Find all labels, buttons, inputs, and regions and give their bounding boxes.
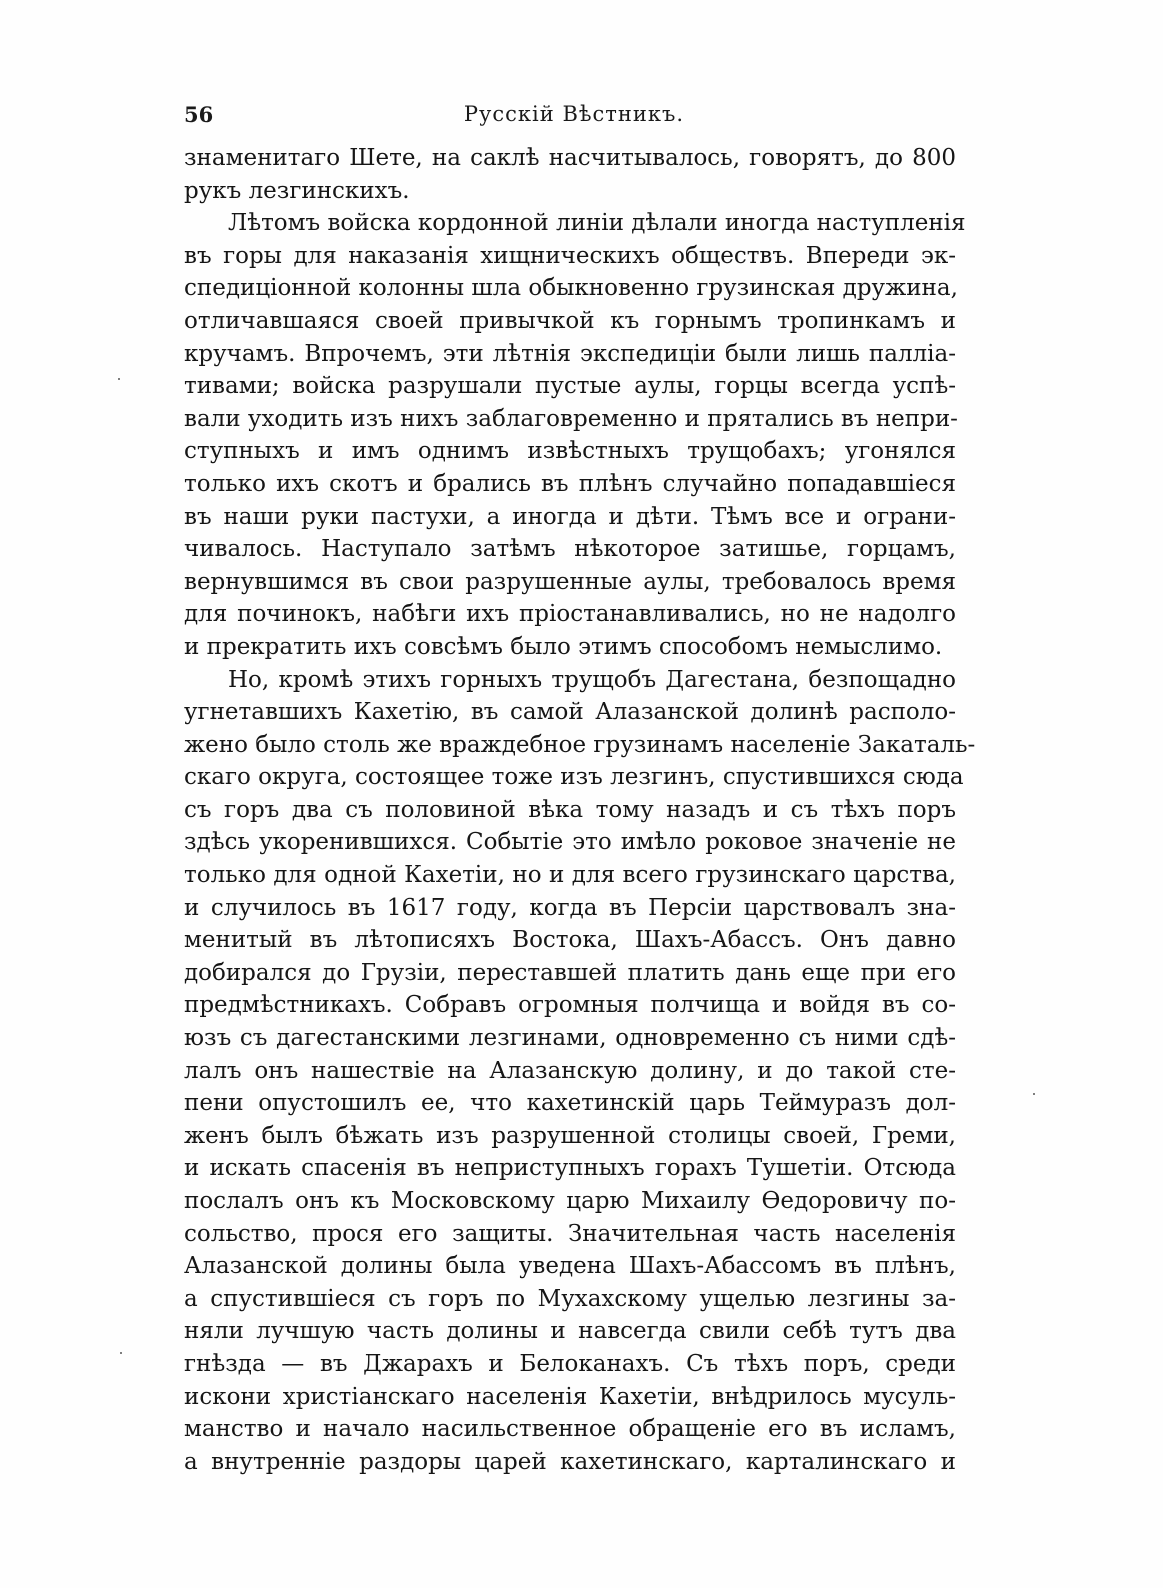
text-line: скаго округа, состоящее тоже изъ лезгинъ, спустившихся сюда [184, 764, 964, 791]
paragraph [184, 207, 966, 663]
text-line: ступныхъ и имъ однимъ извѣстныхъ трущобахъ; угонялся [184, 438, 956, 465]
text-line: кручамъ. Впрочемъ, эти лѣтнія экспедиціи были лишь палліа- [184, 340, 956, 367]
scan-speck [120, 1352, 122, 1354]
text-line: и прекратить ихъ совсѣмъ было этимъ способомъ немыслимо. [184, 633, 943, 660]
text-line: отличавшаяся своей привычкой къ горнымъ тропинкамъ и [184, 307, 956, 334]
text-line: Но, кромѣ этихъ горныхъ трущобъ Дагестана, безпощадно [228, 666, 956, 693]
page-number: 56 [184, 102, 214, 127]
text-line: чивалось. Наступало затѣмъ нѣкоторое затишье, горцамъ, [184, 536, 956, 563]
body-text [184, 142, 976, 1478]
text-line: вернувшимся въ свои разрушенные аулы, требовалось время [184, 568, 956, 595]
text-line: вали уходить изъ нихъ заблаговременно и прятались въ непри- [184, 405, 958, 432]
text-line: знаменитаго Шете, на саклѣ насчитывалось, говорятъ, до 800 [184, 145, 956, 171]
text-line: послалъ онъ къ Московскому царю Михаилу Ѳедоровичу по- [184, 1188, 956, 1214]
text-line: Алазанской долины была уведена Шахъ-Абассомъ въ плѣнъ, [184, 1253, 956, 1280]
text-line: пени опустошилъ ее, что кахетинскій царь Теймуразъ дол- [184, 1090, 956, 1117]
text-line: жено было столь же враждебное грузинамъ населеніе Закаталь- [184, 731, 976, 758]
text-line: няли лучшую часть долины и навсегда свили себѣ тутъ два [184, 1318, 956, 1345]
text-line: лалъ онъ нашествіе на Алазанскую долину, и до такой сте- [184, 1057, 956, 1084]
text-line: женъ былъ бѣжать изъ разрушенной столицы своей, Греми, [184, 1122, 956, 1149]
text-line: въ наши руки пастухи, а иногда и дѣти. Тѣмъ все и ограни- [184, 503, 956, 530]
text-line: спедиціонной колонны шла обыкновенно грузинская дружина, [184, 275, 958, 302]
page-header [184, 92, 964, 132]
text-line: съ горъ два съ половиной вѣка тому назадъ и съ тѣхъ поръ [184, 796, 956, 823]
running-title: Русскій Вѣстникъ. [463, 102, 685, 126]
text-line: для починокъ, набѣги ихъ пріостанавливались, но не надолго [184, 601, 956, 628]
text-line: тивами; войска разрушали пустые аулы, горцы всегда успѣ- [184, 373, 956, 400]
paragraph [184, 664, 976, 1479]
text-line: въ горы для наказанія хищническихъ обществъ. Впереди эк- [184, 242, 956, 269]
text-line: предмѣстникахъ. Собравъ огромныя полчища и войдя въ со- [184, 992, 956, 1019]
text-line: менитый въ лѣтописяхъ Востока, Шахъ-Абассъ. Онъ давно [184, 927, 956, 954]
scan-speck [1033, 1093, 1035, 1095]
text-line: только ихъ скотъ и брались въ плѣнъ случайно попадавшіеся [184, 470, 956, 497]
text-line: добирался до Грузіи, переставшей платить дань еще при его [184, 959, 956, 986]
scan-speck [118, 378, 120, 380]
text-line: и случилось въ 1617 году, когда въ Персіи царствовалъ зна- [184, 894, 956, 921]
text-line: только для одной Кахетіи, но и для всего грузинскаго царства, [184, 862, 956, 889]
paragraph [184, 142, 956, 207]
text-line: гнѣзда — въ Джарахъ и Белоканахъ. Съ тѣхъ поръ, среди [184, 1350, 956, 1377]
text-line: здѣсь укоренившихся. Событіе это имѣло роковое значеніе не [184, 829, 956, 856]
text-line: сольство, прося его защиты. Значительная часть населенія [184, 1220, 956, 1247]
text-line: искони христіанскаго населенія Кахетіи, внѣдрилось мусуль- [184, 1383, 956, 1410]
text-line: юзъ съ дагестанскими лезгинами, одновременно съ ними сдѣ- [184, 1025, 956, 1052]
text-line: Лѣтомъ войска кордонной линіи дѣлали иногда наступленія [228, 210, 966, 237]
text-line: угнетавшихъ Кахетію, въ самой Алазанской долинѣ располо- [184, 699, 956, 726]
text-line: рукъ лезгинскихъ. [184, 177, 410, 204]
text-line: манство и начало насильственное обращеніе его въ исламъ, [184, 1416, 956, 1443]
text-line: и искать спасенія въ неприступныхъ горахъ Тушетіи. Отсюда [184, 1155, 956, 1182]
text-line: а спустившіеся съ горъ по Мухахскому ущелью лезгины за- [184, 1285, 956, 1312]
text-line: а внутренніе раздоры царей кахетинскаго, карталинскаго и [184, 1448, 956, 1475]
